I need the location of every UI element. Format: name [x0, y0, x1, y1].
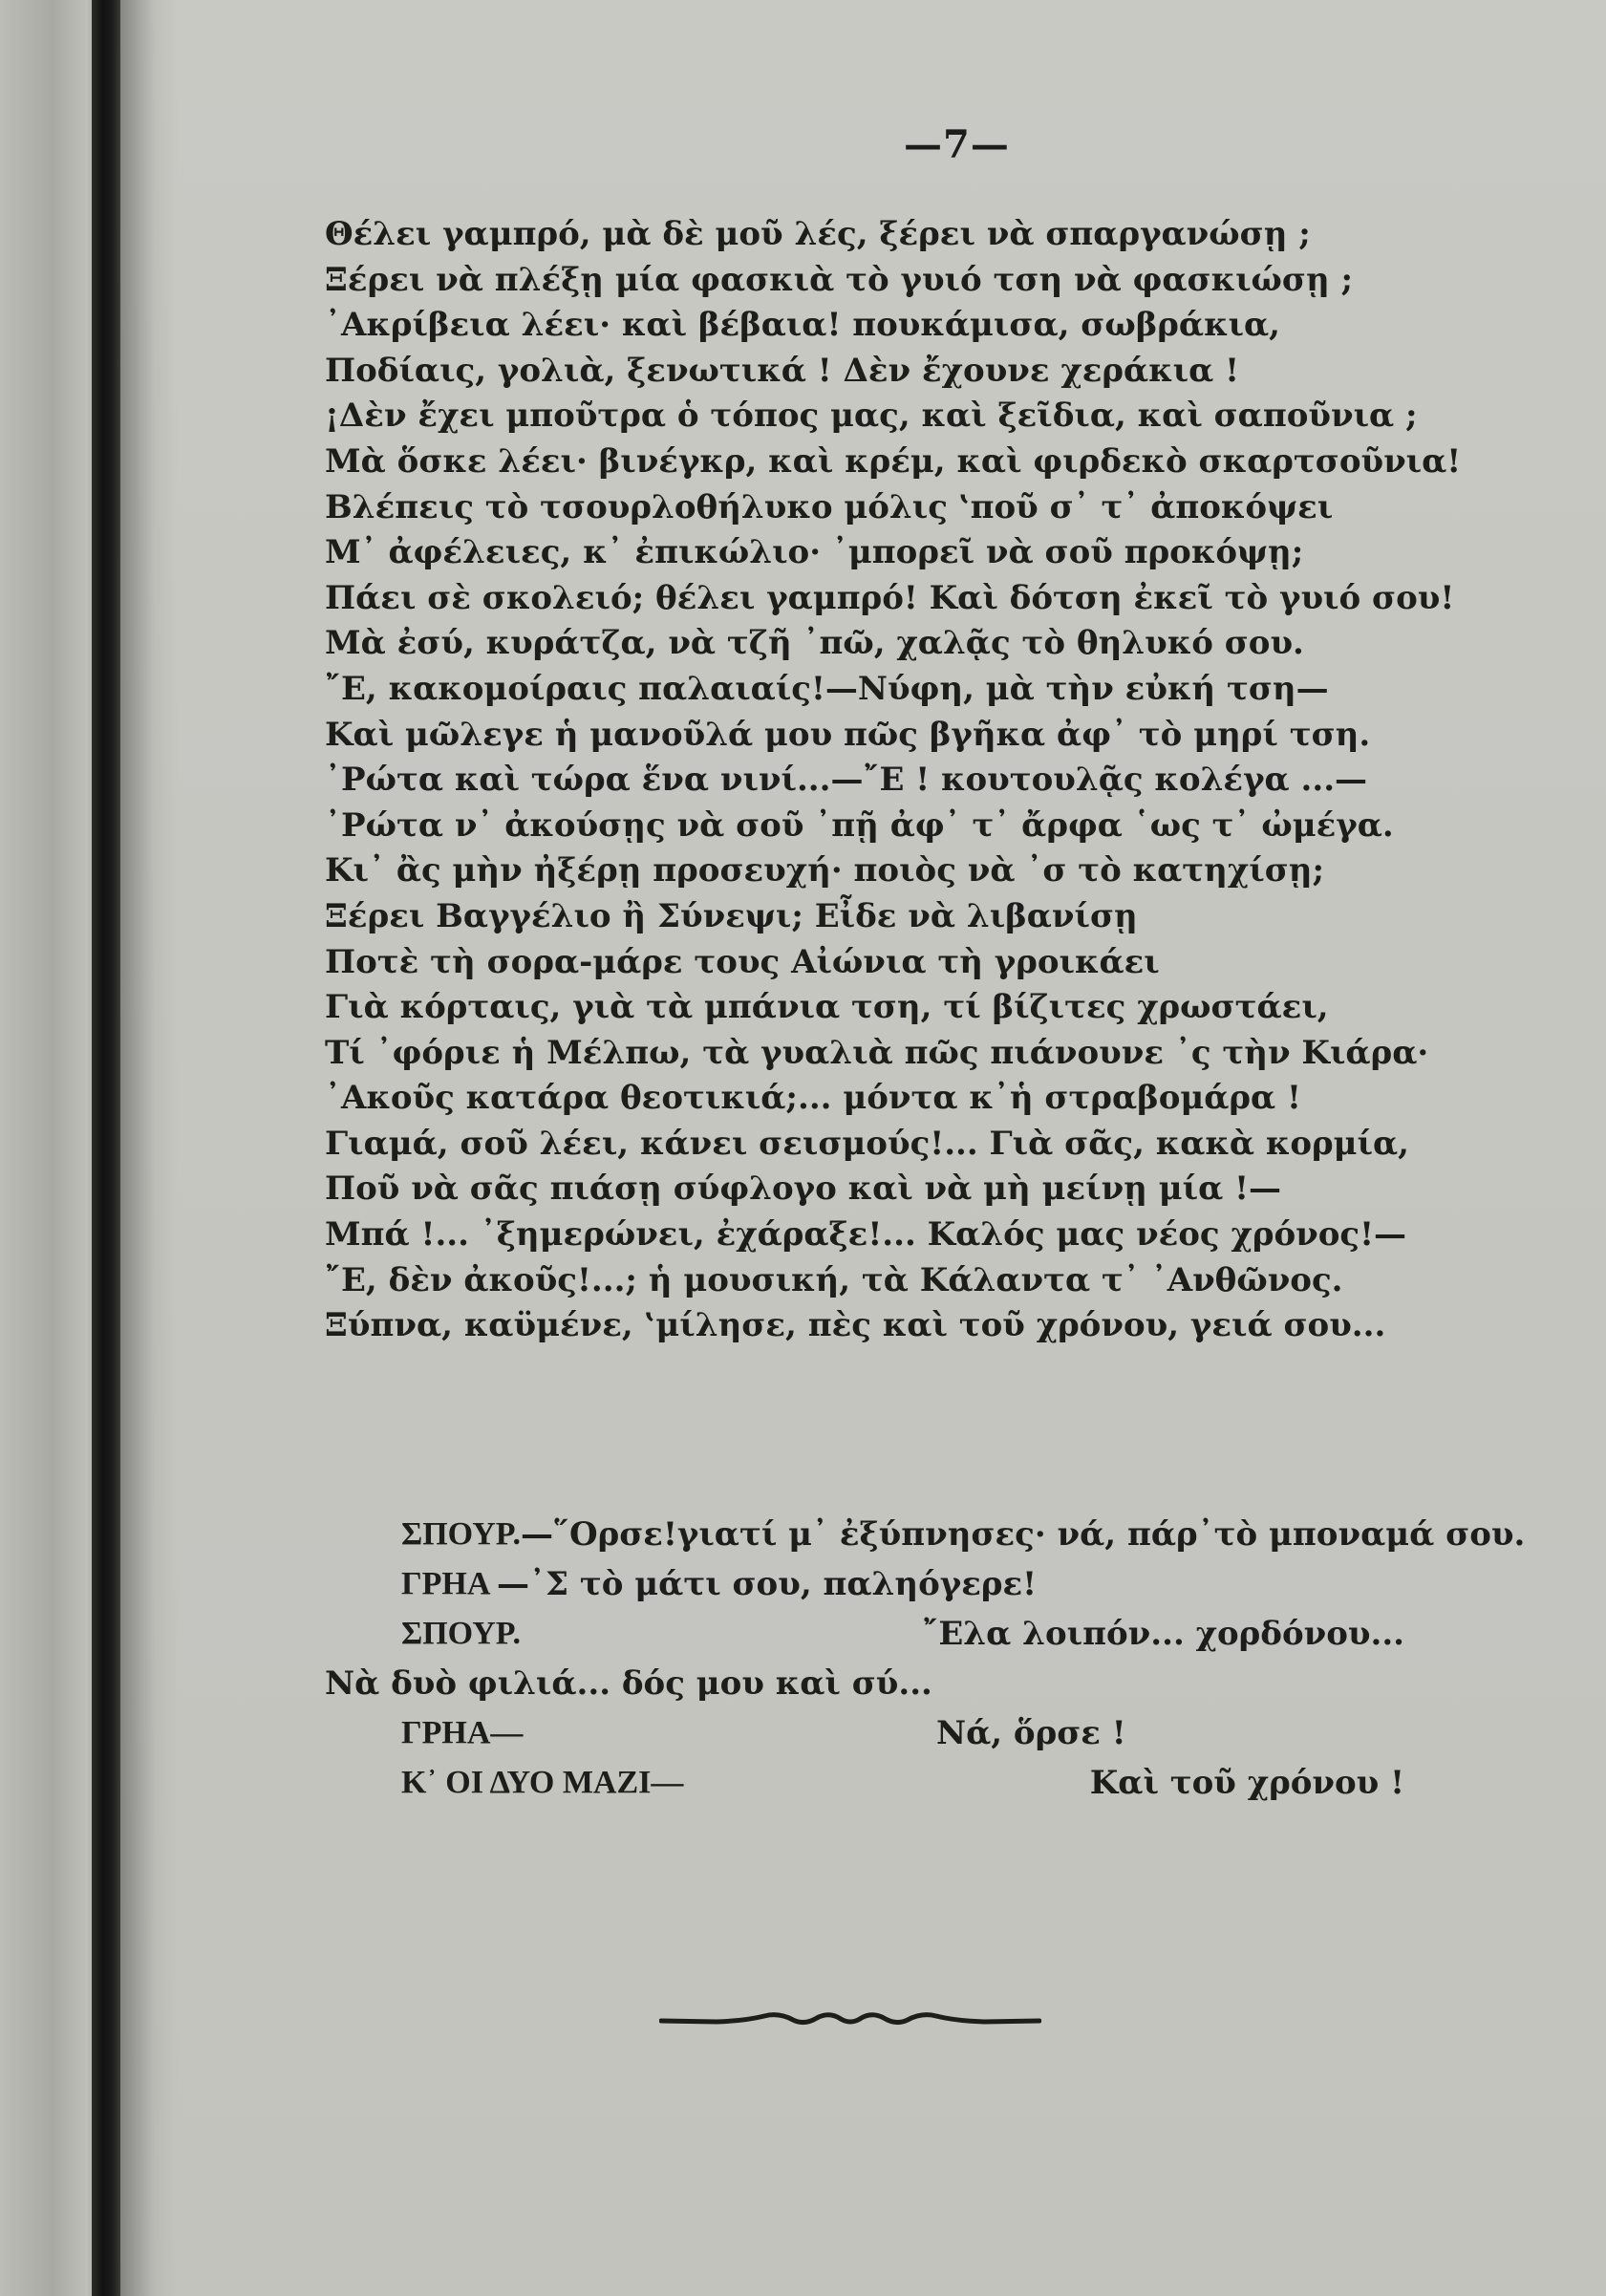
- speech-text: —῞Ορσε!γιατί μ᾽ ἐξύπνησες· νά, πάρ᾽τὸ μποναμά σου.: [521, 1515, 1526, 1554]
- ornamental-divider: [659, 2006, 1041, 2035]
- dialogue-block: [325, 1510, 1526, 1808]
- speech-text: Νὰ δυὸ φιλιά... δός μου καὶ σύ...: [325, 1664, 932, 1703]
- speech-text: —᾽Σ τὸ μάτι σου, παληόγερε!: [497, 1565, 1038, 1603]
- spine-shadow: [120, 0, 178, 2296]
- verse-line: Πάει σὲ σκολειό; θέλει γαμπρό! Καὶ δότση ἐκεῖ τὸ γυιό σου!: [325, 578, 1455, 617]
- verse-block: [325, 212, 1462, 1349]
- verse-line: Θέλει γαμπρό, μὰ δὲ μοῦ λές, ξέρει νὰ σπαργανώσῃ ;: [325, 215, 1311, 253]
- verse-line: Βλέπεις τὸ τσουρλοθήλυκο μόλις ‛ποῦ σ᾽ τ᾽ ἀποκόψει: [325, 487, 1334, 526]
- dialogue-line: [325, 1708, 1433, 1758]
- left-margin: [0, 0, 88, 2296]
- verse-line: Μπά !... ᾽ξημερώνει, ἐχάραξε!... Καλός μας νέος χρόνος!—: [325, 1215, 1407, 1255]
- verse-line: Γιὰ κόρταις, γιὰ τὰ μπάνια τση, τί βίζιτες χρωστάει,: [325, 988, 1329, 1027]
- verse-line: ῎Ε, δὲν ἀκοῦς!...; ἡ μουσική, τὰ Κάλαντα τ᾽ ᾽Ανθῶνος.: [325, 1260, 1343, 1299]
- speaker-name: ΣΠΟΥΡ.: [401, 1516, 521, 1552]
- verse-line: ᾽Ρώτα ν᾽ ἀκούσῃς νὰ σοῦ ᾽πῇ ἀφ᾽ τ᾽ ἄρφα ῾ως τ᾽ ὠμέγα.: [325, 805, 1394, 845]
- verse-line: Ποδίαις, γολιὰ, ξενωτικά ! Δὲν ἔχουνε χεράκια !: [325, 351, 1240, 390]
- verse-line: Γιαμά, σοῦ λέει, κάνει σεισμούς!... Γιὰ σᾶς, κακὰ κορμία,: [325, 1124, 1409, 1163]
- speech-text: Νά, ὅρσε !: [936, 1714, 1126, 1752]
- speech-text: Καὶ τοῦ χρόνου !: [1089, 1764, 1404, 1802]
- speech-text: ῎Ελα λοιπόν... χορδόνου...: [922, 1615, 1404, 1653]
- verse-line: ¡Δὲν ἔχει μποῦτρα ὁ τόπος μας, καὶ ξεῖδια, καὶ σαποῦνια ;: [325, 397, 1418, 436]
- verse-line: Μὰ ἐσύ, κυράτζα, νὰ τζῆ ᾽πῶ, χαλᾷς τὸ θηλυκό σου.: [325, 624, 1304, 663]
- verse-line: Κι᾽ ἂς μὴν ἠξέρῃ προσευχή· ποιὸς νὰ ᾽σ τὸ κατηχίσῃ;: [325, 851, 1325, 891]
- verse-line: Ξέρει Βαγγέλιο ἢ Σύνεψι; Εἶδε νὰ λιβανίσῃ: [325, 896, 1138, 935]
- verse-line: ᾽Ρώτα καὶ τώρα ἕνα νινί...—῎Ε ! κουτουλᾷς κολέγα ...—: [325, 761, 1368, 800]
- verse-line: ᾽Ακρίβεια λέει· καὶ βέβαια! πουκάμισα, σωβράκια,: [325, 306, 1281, 345]
- speaker-name: ΣΠΟΥΡ.: [401, 1616, 521, 1651]
- verse-line: Ποτὲ τὴ σορα-μάρε τους Αἰώνια τὴ γροικάει: [325, 942, 1160, 981]
- verse-line: Μ᾽ ἀφέλειες, κ᾽ ἐπικώλιο· ᾽μπορεῖ νὰ σοῦ προκόψῃ;: [325, 533, 1304, 572]
- book-spine: [92, 0, 120, 2296]
- verse-line: Ξύπνα, καϋμένε, ‛μίλησε, πὲς καὶ τοῦ χρόνου, γειά σου...: [325, 1306, 1386, 1345]
- speaker-name: ΓΡΗΑ—: [401, 1715, 524, 1750]
- dialogue-line: [325, 1609, 1433, 1659]
- verse-line: ῎Ε, κακομοίραις παλαιαίς!—Νύφη, μὰ τὴν εὐκή τση—: [325, 669, 1329, 708]
- dialogue-line: [325, 1758, 1433, 1808]
- verse-line: ᾽Ακοῦς κατάρα θεοτικιά;... μόντα κ᾽ἡ στραβομάρα !: [325, 1079, 1301, 1118]
- verse-line: Καὶ μῶλεγε ἡ μανοῦλά μου πῶς βγῆκα ἀφ᾽ τὸ μηρί τση.: [325, 715, 1371, 754]
- verse-line: Ποῦ νὰ σᾶς πιάσῃ σύφλογο καὶ νὰ μὴ μείνῃ μία !—: [325, 1169, 1281, 1209]
- page-number: —7—: [904, 122, 1010, 167]
- dialogue-line: [325, 1559, 1433, 1609]
- verse-line: Τί ᾽φόριε ἡ Μέλπω, τὰ γυαλιὰ πῶς πιάνουνε ᾽ς τὴν Κιάρα·: [325, 1033, 1429, 1072]
- verse-line: Μὰ ὅσκε λέει· βινέγκρ, καὶ κρέμ, καὶ φιρδεκὸ σκαρτσοῦνια!: [325, 441, 1462, 481]
- dialogue-line: [325, 1659, 1433, 1708]
- dialogue-line: [325, 1510, 1526, 1559]
- verse-line: Ξέρει νὰ πλέξῃ μία φασκιὰ τὸ γυιό τση νὰ φασκιώσῃ ;: [325, 260, 1354, 299]
- speaker-name: Κ᾽ ΟΙ ΔΥΟ ΜΑΖΙ—: [401, 1765, 684, 1800]
- speaker-name: ΓΡΗΑ: [401, 1566, 491, 1601]
